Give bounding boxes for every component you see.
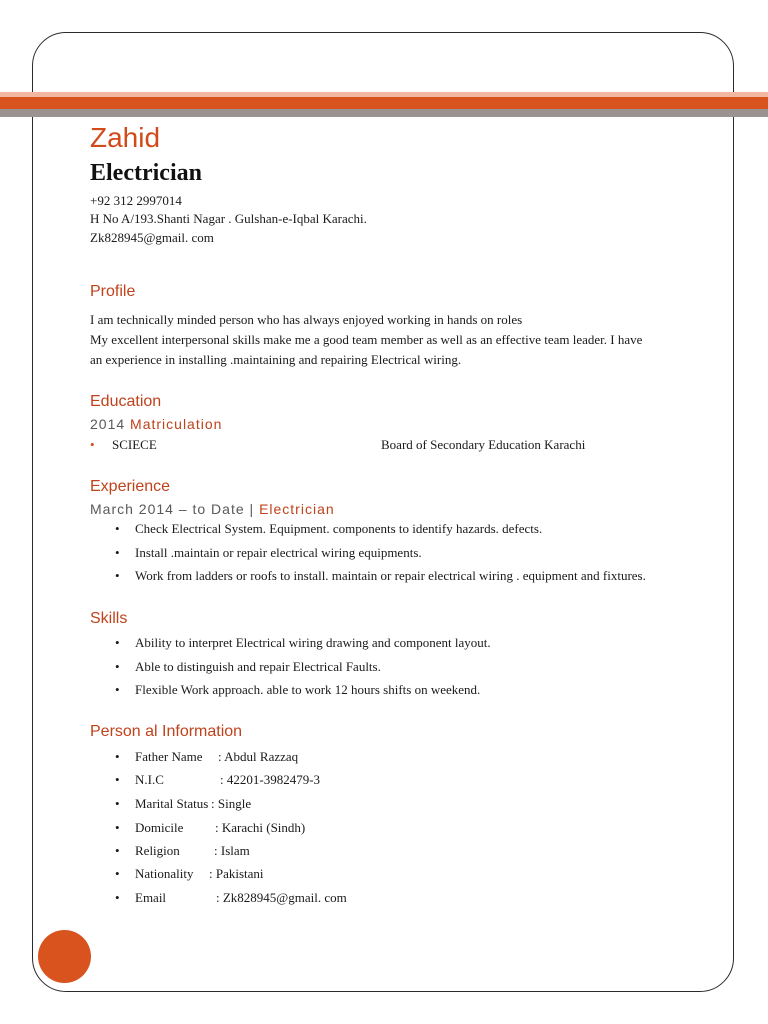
skills-list: [115, 635, 491, 706]
experience-subheading: [90, 501, 335, 517]
bullet: •: [115, 772, 120, 787]
list-item-text: Check Electrical System. Equipment. components to identify hazards. defects.: [135, 521, 543, 536]
list-item-text: Work from ladders or roofs to install. maintain or repair electrical wiring . equipment and fixtures.: [135, 568, 646, 583]
info-value: : Karachi (Sindh): [215, 820, 306, 835]
resume-name: Zahid: [90, 122, 161, 153]
list-item: [115, 659, 491, 683]
profile-text: [90, 310, 690, 370]
profile-line: an experience in installing .maintaining and repairing Electrical wiring.: [90, 352, 462, 367]
education-board: Board of Secondary Education Karachi: [381, 437, 586, 452]
bullet: •: [115, 749, 120, 764]
education-subheading: [90, 416, 222, 432]
info-value: : 42201-3982479-3: [220, 772, 321, 787]
header-band-grey: [0, 109, 768, 117]
education-degree: Matriculation: [130, 416, 223, 432]
profile-heading: Profile: [90, 283, 136, 300]
list-item: [115, 635, 491, 659]
info-value: : Pakistani: [209, 866, 264, 881]
experience-list: [115, 521, 646, 592]
profile-line: I am technically minded person who has always enjoyed working in hands on roles: [90, 312, 523, 327]
bullet: •: [90, 437, 95, 452]
bullet: •: [115, 820, 120, 835]
bullet: •: [115, 635, 120, 650]
experience-heading: Experience: [90, 478, 171, 495]
personal-info-row: [115, 820, 515, 838]
personal-info-row: [115, 796, 515, 814]
experience-role: Electrician: [259, 501, 335, 517]
education-subject: SCIECE: [112, 437, 157, 452]
list-item-text: Flexible Work approach. able to work 12 hours shifts on weekend.: [135, 682, 481, 697]
job-title: Electrician: [90, 160, 202, 186]
bullet: •: [115, 682, 120, 697]
bullet: •: [115, 796, 120, 811]
info-value: : Single: [211, 796, 252, 811]
bullet: •: [115, 866, 120, 881]
bullet: •: [115, 544, 120, 560]
info-label: Domicile: [135, 820, 184, 835]
info-label: Email: [135, 890, 167, 905]
list-item: [115, 682, 491, 706]
info-label: Religion: [135, 843, 180, 858]
bullet: •: [115, 658, 120, 674]
list-item-text: Ability to interpret Electrical wiring drawing and component layout.: [135, 635, 491, 650]
personal-info-row: [115, 843, 515, 861]
decorative-circle: [38, 930, 91, 983]
info-value: : Islam: [214, 843, 250, 858]
info-label: N.I.C: [135, 772, 164, 787]
profile-line: My excellent interpersonal skills make me a good team member as well as an effective team leader. I have: [90, 332, 643, 347]
list-item: [115, 568, 646, 592]
experience-period: March 2014 – to Date |: [90, 501, 255, 517]
info-value: : Abdul Razzaq: [218, 749, 299, 764]
personal-info-heading: Person al Information: [90, 723, 243, 740]
personal-info-row: [115, 749, 515, 767]
bullet: •: [115, 890, 120, 905]
email: Zk828945@gmail. com: [90, 230, 214, 245]
personal-info-row: [115, 866, 515, 884]
education-row: [90, 437, 690, 453]
personal-info-row: [115, 890, 515, 908]
bullet: •: [115, 568, 120, 583]
header-band: [0, 97, 768, 109]
info-label: Nationality: [135, 866, 194, 881]
skills-heading: Skills: [90, 610, 128, 627]
education-year: 2014: [90, 416, 126, 432]
phone: +92 312 2997014: [90, 193, 182, 208]
education-heading: Education: [90, 393, 162, 410]
address: H No A/193.Shanti Nagar . Gulshan-e-Iqbal Karachi.: [90, 211, 367, 226]
bullet: •: [115, 521, 120, 536]
info-label: Father Name: [135, 749, 203, 764]
info-label: Marital Status: [135, 796, 209, 811]
list-item: [115, 545, 646, 569]
bullet: •: [115, 843, 120, 858]
list-item: [115, 521, 646, 545]
list-item-text: Able to distinguish and repair Electrical Faults.: [135, 658, 381, 674]
list-item-text: Install .maintain or repair electrical wiring equipments.: [135, 544, 422, 560]
info-value: : Zk828945@gmail. com: [216, 890, 347, 905]
personal-info-row: [115, 772, 515, 790]
